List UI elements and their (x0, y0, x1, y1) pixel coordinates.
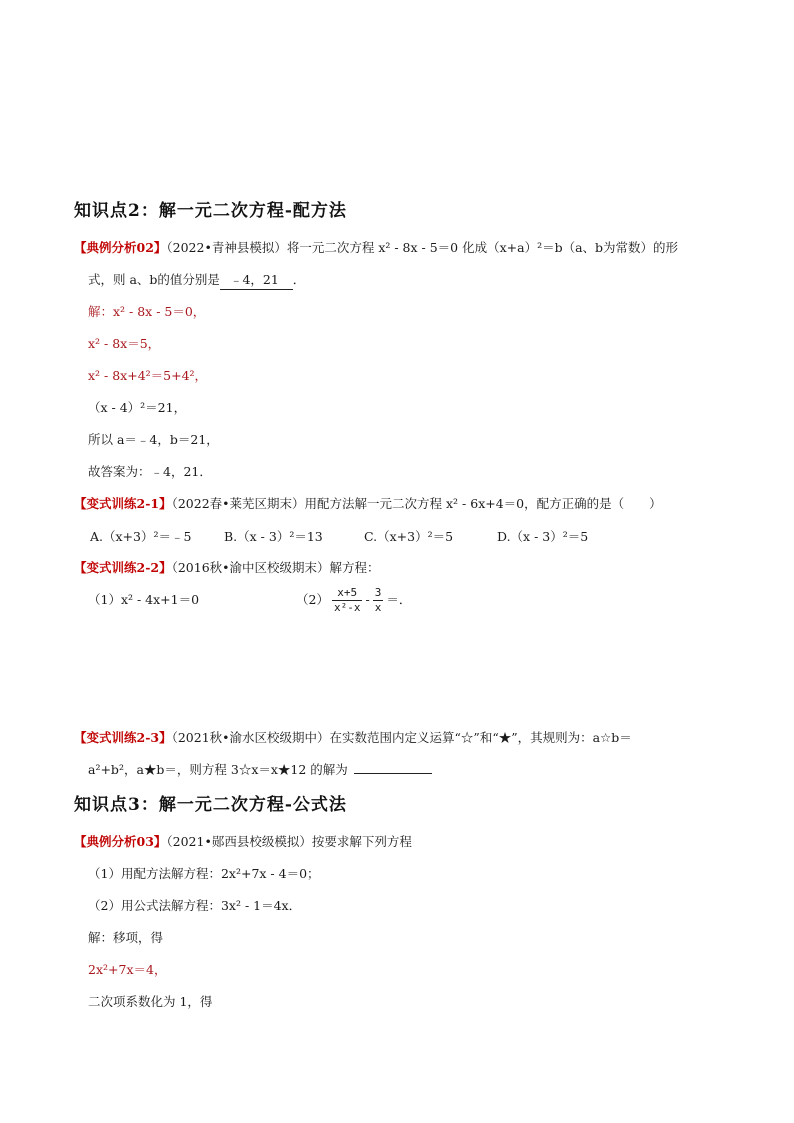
solution-step-6: 故答案为：﹣4，21． (88, 464, 212, 479)
example-02-line-2 (88, 271, 305, 290)
training-2-1-source: （2022春•莱芜区期末） (171, 496, 305, 511)
option-a: A.（x+3）²＝﹣5 (90, 529, 192, 544)
training-2-3-question-1: 在实数范围内定义运算“☆”和“★”，其规则为：a☆b＝ (329, 730, 632, 745)
example-03-tag: 【典例分析03】 (74, 834, 167, 849)
example-02-question-1: 将一元二次方程 x² - 8x - 5＝0 化成（x+a）²＝b（a、b为常数）的形 (286, 240, 679, 255)
equation-end: ＝． (386, 592, 412, 607)
example-03-solution-2: 2x²+7x＝4， (88, 962, 167, 977)
solution-step-1 (88, 303, 205, 321)
fraction-1-denominator: x²-x (333, 601, 361, 614)
example-02-tag: 【典例分析02】 (74, 240, 167, 255)
example-03-line (74, 833, 412, 851)
solution-step-4: （x - 4）²＝21， (88, 400, 187, 415)
solution-step-5: 所以 a＝﹣4，b＝21， (88, 432, 219, 447)
training-2-1-tag: 【变式训练2-1】 (74, 496, 172, 511)
fraction-1 (332, 586, 363, 615)
training-2-1-question: 用配方法解一元二次方程 x² - 6x+4＝0，配方正确的是（ ） (304, 496, 662, 511)
solution-step-1-text: 解：x² - 8x - 5＝0， (88, 304, 206, 319)
training-2-2-source: （2016秋•渝中区校级期末） (171, 560, 330, 575)
option-d: D.（x - 3）²＝5 (497, 529, 589, 544)
training-2-2-question: 解方程： (329, 560, 380, 575)
fraction-2-numerator: 3 (374, 586, 382, 599)
example-03-part-1: （1）用配方法解方程：2x²+7x - 4＝0； (88, 866, 320, 881)
fraction-1-numerator: x+5 (332, 586, 363, 601)
section-title-3: 知识点3：解一元二次方程-公式法 (74, 795, 347, 815)
example-03-solution-1: 解：移项，得 (88, 930, 164, 945)
example-03-source: （2021•郧西县校级模拟） (166, 834, 312, 849)
answer-blank (354, 761, 432, 774)
training-2-2-line (74, 559, 380, 577)
training-2-3-source: （2021秋•渝水区校级期中） (171, 730, 330, 745)
minus-sign: - (365, 592, 370, 607)
fraction-2 (373, 586, 384, 615)
example-02-source: （2022•青神县模拟） (166, 240, 287, 255)
example-03-solution-3: 二次项系数化为 1，得 (88, 994, 213, 1009)
training-2-3-line-1 (74, 729, 632, 747)
example-03-question: 按要求解下列方程 (311, 834, 412, 849)
option-c: C.（x+3）²＝5 (364, 529, 454, 544)
training-2-2-tag: 【变式训练2-2】 (74, 560, 172, 575)
training-2-1-line (74, 495, 662, 513)
example-02-question-2: 式，则 a、b的值分别是 (88, 272, 220, 287)
solution-step-3: x² - 8x+4²＝5+4²， (88, 368, 208, 383)
problem-2-2-part-2-label: （2） (296, 592, 329, 607)
training-2-3-question-2: a²+b²，a★b＝，则方程 3☆x＝x★12 的解为 (88, 762, 348, 777)
training-2-3-line-2 (88, 761, 432, 779)
option-b: B.（x - 3）²＝13 (224, 529, 323, 544)
fraction-2-denominator: x (374, 601, 382, 614)
example-02-question-end: ． (292, 272, 306, 287)
solution-step-2: x² - 8x＝5， (88, 336, 161, 351)
example-02-answer: ﹣4，21 (220, 271, 293, 290)
example-02-line-1 (74, 239, 678, 257)
problem-2-2-part-2 (296, 583, 411, 617)
example-03-part-2: （2）用公式法解方程：3x² - 1＝4x． (88, 898, 302, 913)
section-title-2: 知识点2：解一元二次方程-配方法 (74, 201, 347, 221)
training-2-3-tag: 【变式训练2-3】 (74, 730, 172, 745)
problem-2-2-part-1: （1）x² - 4x+1＝0 (88, 592, 200, 607)
